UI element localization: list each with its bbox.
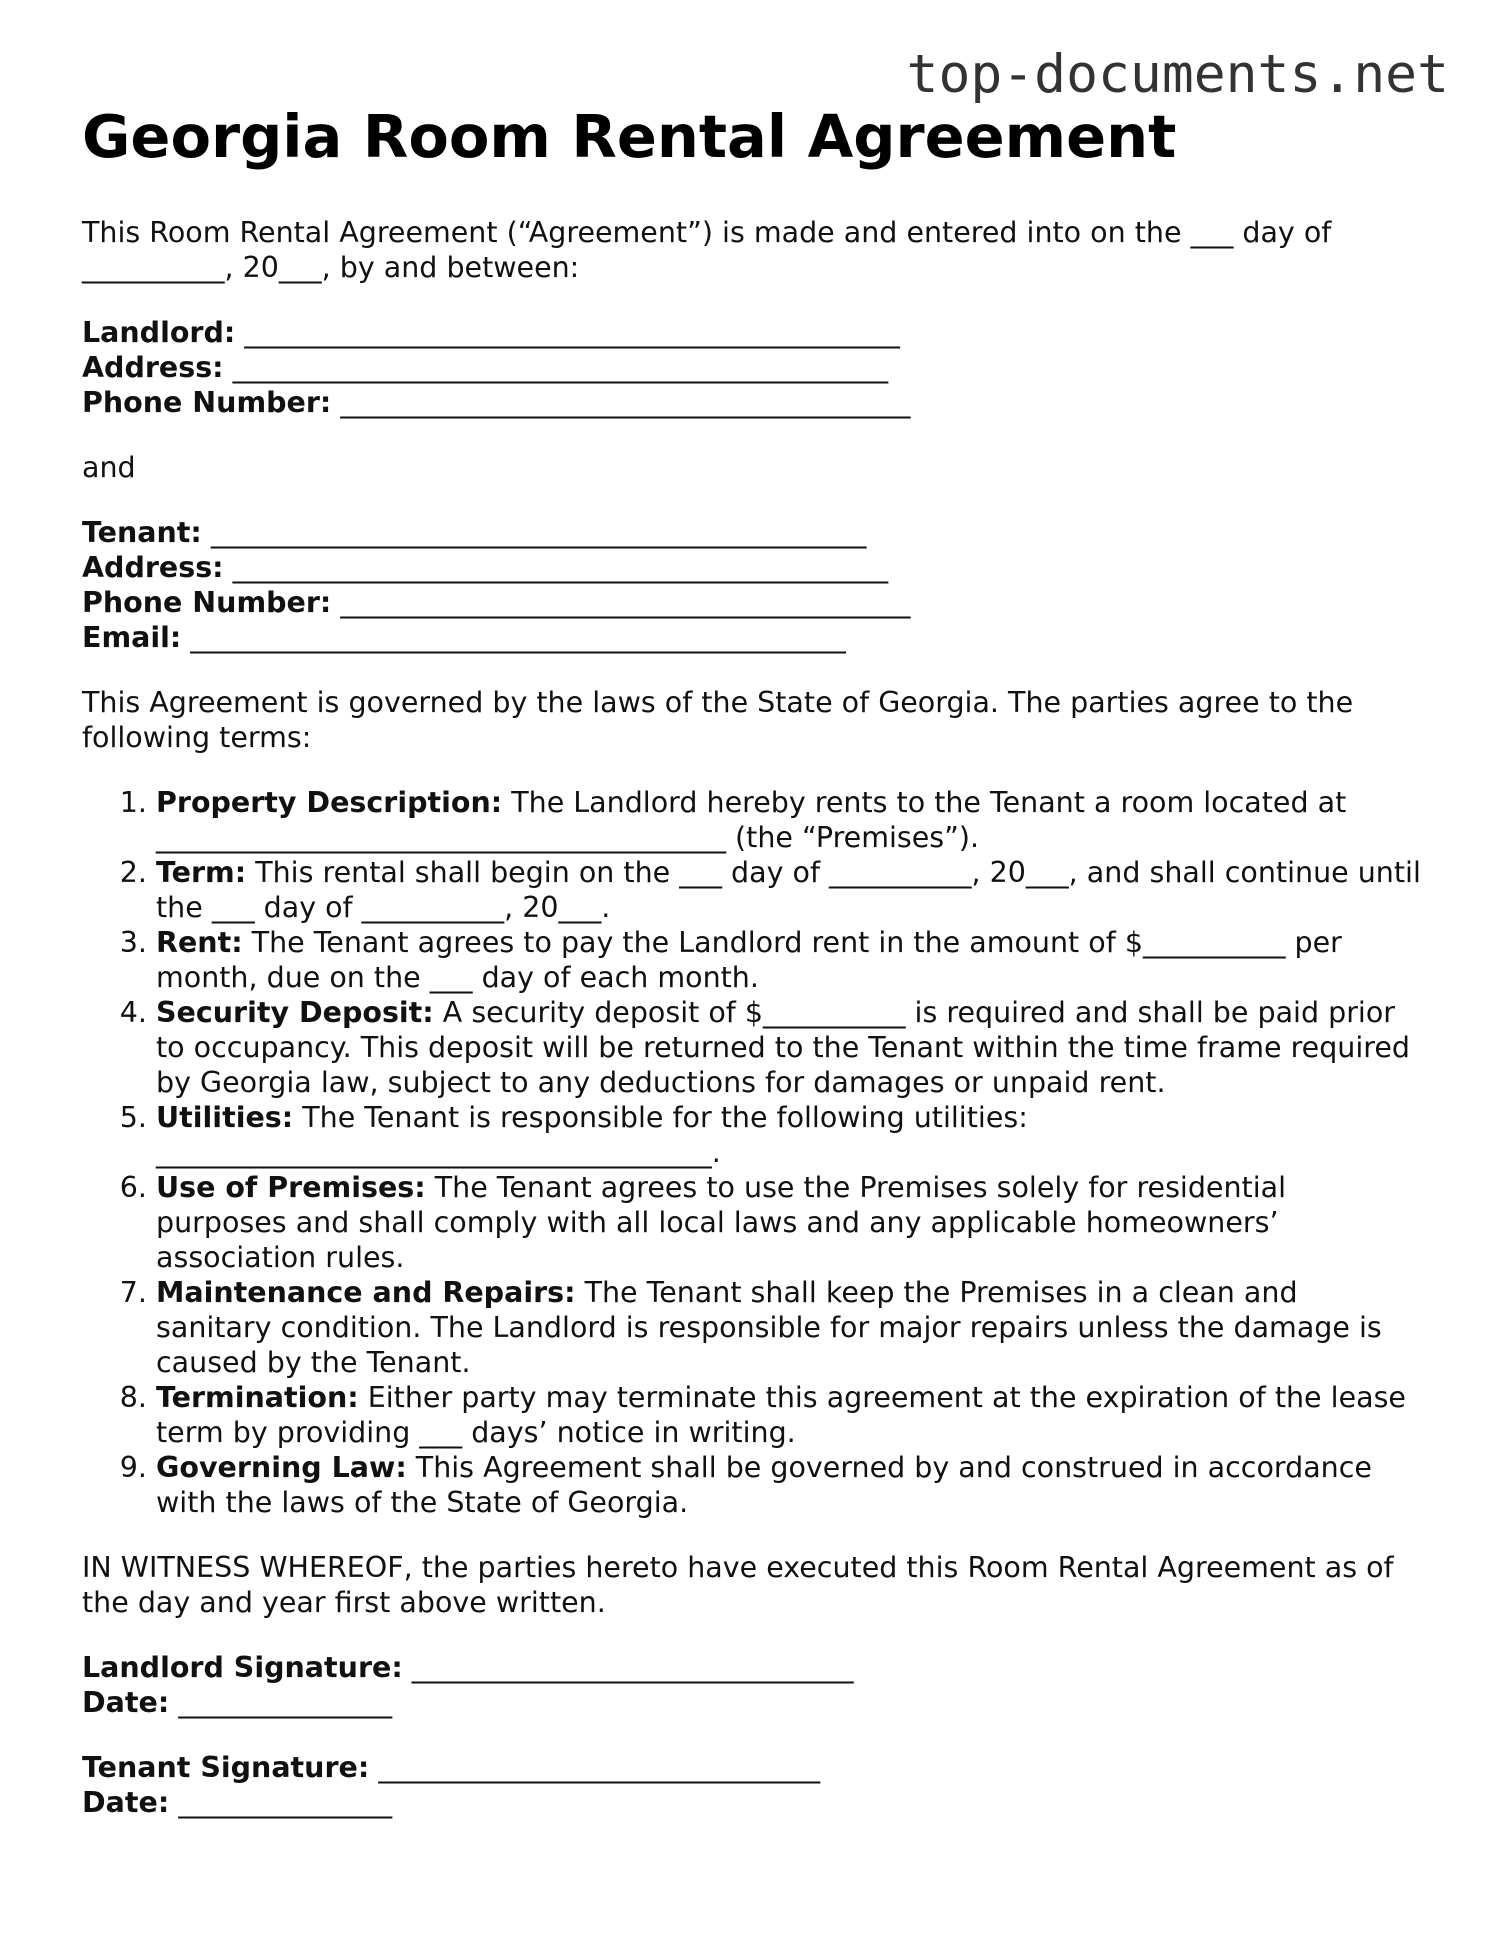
landlord-date-label: Date: (82, 1685, 170, 1719)
tenant-signature-label: Tenant Signature: (82, 1750, 370, 1784)
landlord-name-row (82, 315, 1422, 350)
tenant-signature-block (82, 1750, 1422, 1820)
term-text: A security deposit of $__________ is required and shall be paid prior to occupancy. This deposit will be returned to the Tenant within the time frame required by Georgia law, subject to any deductions for damages or unpaid rent. (156, 995, 1410, 1099)
term-title: Termination: (156, 1380, 359, 1414)
landlord-address-label: Address: (82, 350, 224, 384)
term-item (156, 1100, 1422, 1170)
watermark: top-documents.net (906, 44, 1449, 105)
landlord-signature-block (82, 1650, 1422, 1720)
term-title: Rent: (156, 925, 243, 959)
term-item (156, 855, 1422, 925)
term-text: This rental shall begin on the ___ day of __________, 20___, and shall continue until the ___ day of __________, 20___. (156, 855, 1421, 924)
term-text: The Tenant agrees to use the Premises solely for residential purposes and shall comply with all local laws and any applicable homeowners’ association rules. (156, 1170, 1287, 1274)
term-text: The Tenant shall keep the Premises in a clean and sanitary condition. The Landlord is responsible for major repairs unless the damage is caused by the Tenant. (156, 1275, 1382, 1379)
landlord-address-row (82, 350, 1422, 385)
term-title: Term: (156, 855, 247, 889)
term-text: The Landlord hereby rents to the Tenant a room located at ________________________________________ (the “Premises”). (156, 785, 1347, 854)
landlord-address-blank: ______________________________________________ (232, 350, 889, 384)
tenant-email-blank: ______________________________________________ (190, 620, 846, 654)
document-page (82, 102, 1422, 1850)
term-item (156, 1380, 1422, 1450)
tenant-date-blank: _______________ (178, 1785, 393, 1819)
term-text: Either party may terminate this agreement at the expiration of the lease term by providing ___ days’ notice in writing. (156, 1380, 1406, 1449)
term-text: This Agreement shall be governed by and construed in accordance with the laws of the State of Georgia. (156, 1450, 1372, 1519)
landlord-signature-label: Landlord Signature: (82, 1650, 403, 1684)
landlord-name-blank: ______________________________________________ (244, 315, 900, 349)
tenant-address-row (82, 550, 1422, 585)
landlord-signature-row (82, 1650, 1422, 1685)
landlord-date-blank: _______________ (178, 1685, 393, 1719)
and-text: and (82, 450, 136, 484)
tenant-signature-blank: _______________________________ (378, 1750, 821, 1784)
terms-list (82, 785, 1422, 1520)
term-title: Use of Premises: (156, 1170, 426, 1204)
document-title: Georgia Room Rental Agreement (82, 102, 1177, 171)
tenant-date-label: Date: (82, 1785, 170, 1819)
term-item (156, 785, 1422, 855)
intro-paragraph: This Room Rental Agreement (“Agreement”) is made and entered into on the ___ day of __________, 20___, by and between: (82, 215, 1332, 284)
term-title: Utilities: (156, 1100, 294, 1134)
tenant-name-blank: ______________________________________________ (210, 515, 867, 549)
landlord-name-label: Landlord: (82, 315, 236, 349)
term-title: Maintenance and Repairs: (156, 1275, 576, 1309)
tenant-email-label: Email: (82, 620, 182, 654)
tenant-name-label: Tenant: (82, 515, 202, 549)
governing-intro: This Agreement is governed by the laws of the State of Georgia. The parties agree to the following terms: (82, 685, 1354, 754)
tenant-phone-row (82, 585, 1422, 620)
term-title: Property Description: (156, 785, 503, 819)
term-item (156, 925, 1422, 995)
landlord-date-row (82, 1685, 1422, 1720)
term-text: The Tenant agrees to pay the Landlord rent in the amount of $__________ per month, due on the ___ day of each month. (156, 925, 1342, 994)
witness-paragraph: IN WITNESS WHEREOF, the parties hereto have executed this Room Rental Agreement as of the day and year first above written. (82, 1550, 1394, 1619)
term-item (156, 1170, 1422, 1275)
landlord-phone-label: Phone Number: (82, 385, 332, 419)
term-item (156, 995, 1422, 1100)
term-title: Security Deposit: (156, 995, 434, 1029)
term-item (156, 1275, 1422, 1380)
tenant-name-row (82, 515, 1422, 550)
tenant-email-row (82, 620, 1422, 655)
landlord-signature-blank: _______________________________ (411, 1650, 854, 1684)
landlord-phone-row (82, 385, 1422, 420)
tenant-address-blank: ______________________________________________ (232, 550, 889, 584)
tenant-address-label: Address: (82, 550, 224, 584)
tenant-date-row (82, 1785, 1422, 1820)
tenant-phone-blank: ________________________________________ (340, 585, 911, 619)
landlord-block (82, 315, 1422, 420)
landlord-phone-blank: ________________________________________ (340, 385, 911, 419)
tenant-block (82, 515, 1422, 655)
term-title: Governing Law: (156, 1450, 407, 1484)
tenant-signature-row (82, 1750, 1422, 1785)
term-item (156, 1450, 1422, 1520)
tenant-phone-label: Phone Number: (82, 585, 332, 619)
term-text: The Tenant is responsible for the following utilities: _______________________________________. (156, 1100, 1028, 1169)
